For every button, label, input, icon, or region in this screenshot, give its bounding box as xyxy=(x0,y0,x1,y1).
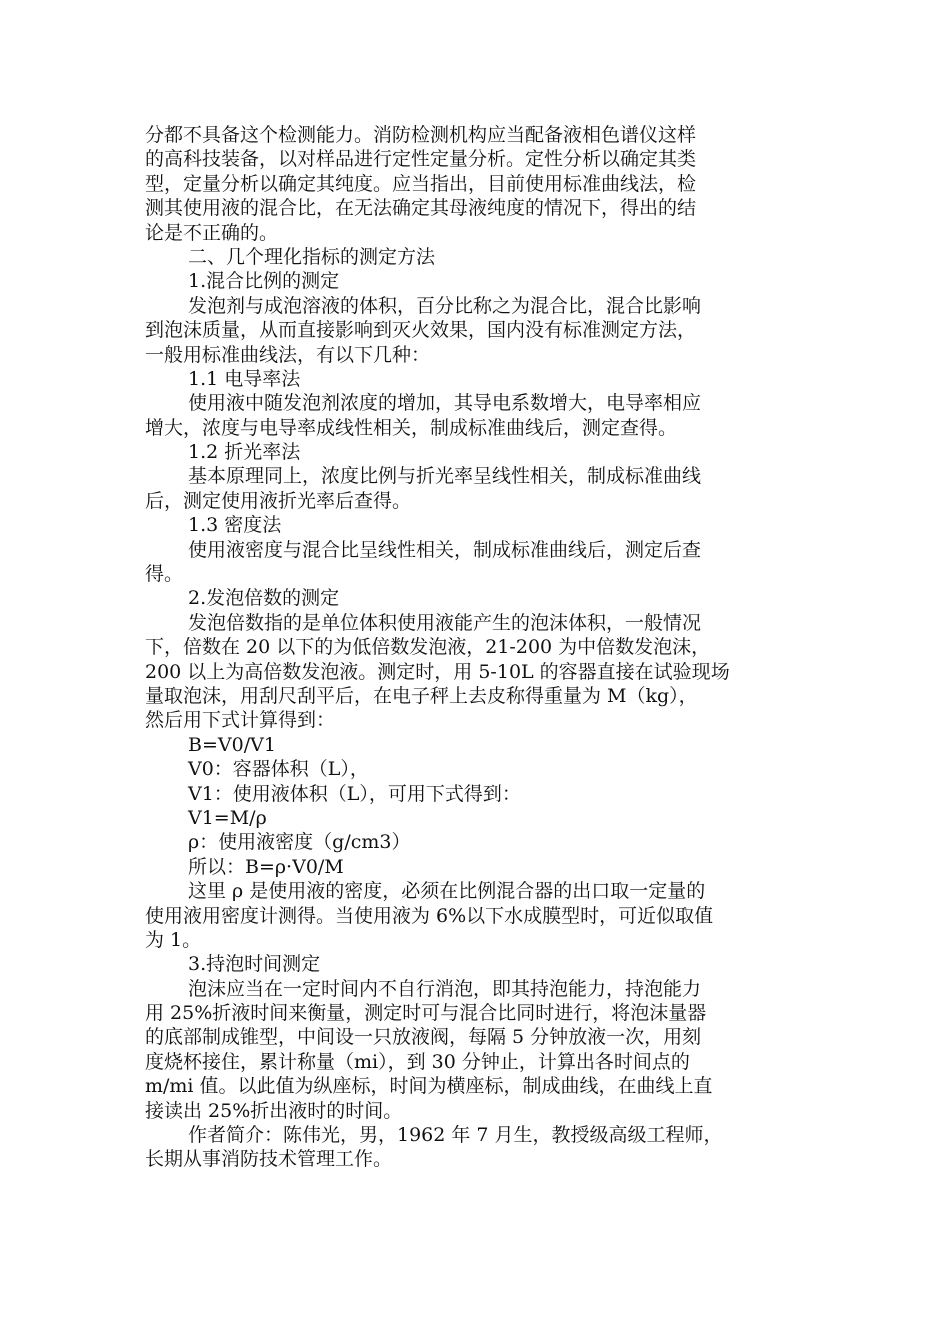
text-line: 用 25%折液时间来衡量，测定时可与混合比同时进行，将泡沫量器 xyxy=(145,1002,707,1025)
text-line: 泡沫应当在一定时间内不自行消泡，即其持泡能力，持泡能力 xyxy=(188,977,702,1000)
text-line: 使用液中随发泡剂浓度的增加，其导电系数增大，电导率相应 xyxy=(188,392,702,415)
text-line: 的高科技装备，以对样品进行定性定量分析。定性分析以确定其类 xyxy=(145,148,697,171)
text-line: 量取泡沫，用刮尺刮平后，在电子秤上去皮称得重量为 M（kg）， xyxy=(145,684,698,707)
text-line: 所以：B=ρ·V0/M xyxy=(188,855,344,878)
text-line: 这里 ρ 是使用液的密度，必须在比例混合器的出口取一定量的 xyxy=(188,880,706,903)
text-line: 分都不具备这个检测能力。消防检测机构应当配备液相色谱仪这样 xyxy=(145,124,697,146)
text-line: 1.3 密度法 xyxy=(188,514,282,537)
text-line: 到泡沫质量，从而直接影响到灭火效果，国内没有标准测定方法， xyxy=(145,319,697,342)
text-line: 基本原理同上，浓度比例与折光率呈线性相关，制成标准曲线 xyxy=(188,465,702,488)
text-line: B=V0/V1 xyxy=(188,733,276,756)
text-line: 度烧杯接住，累计称量（mi），到 30 分钟止，计算出各时间点的 xyxy=(145,1050,690,1073)
text-line: 1.混合比例的测定 xyxy=(188,270,340,293)
text-line: 为 1。 xyxy=(145,928,202,951)
text-line: V1：使用液体积（L），可用下式得到： xyxy=(188,782,521,805)
text-line: 3.持泡时间测定 xyxy=(188,953,321,976)
text-line: 二、几个理化指标的测定方法 xyxy=(188,245,436,268)
text-line: 长期从事消防技术管理工作。 xyxy=(145,1148,393,1171)
text-line: 一般用标准曲线法，有以下几种： xyxy=(145,343,431,366)
text-line: 使用液用密度计测得。当使用液为 6%以下水成膜型时，可近似取值 xyxy=(145,904,714,927)
text-line: 的底部制成锥型，中间设一只放液阀，每隔 5 分钟放液一次，用刻 xyxy=(145,1026,702,1049)
text-line: 200 以上为高倍数发泡液。测定时，用 5-10L 的容器直接在试验现场 xyxy=(145,660,730,683)
text-line: 1.1 电导率法 xyxy=(188,367,301,390)
text-line: 增大，浓度与电导率成线性相关，制成标准曲线后，测定查得。 xyxy=(145,416,678,439)
text-line: 使用液密度与混合比呈线性相关，制成标准曲线后，测定后查 xyxy=(188,538,702,561)
text-line: 2.发泡倍数的测定 xyxy=(188,587,340,610)
text-line: 然后用下式计算得到： xyxy=(145,709,336,732)
text-line: 1.2 折光率法 xyxy=(188,441,301,464)
document-body xyxy=(145,123,810,1172)
text-line: V0：容器体积（L）， xyxy=(188,758,369,781)
text-line: ρ：使用液密度（g/cm3） xyxy=(188,831,411,854)
text-line: 测其使用液的混合比，在无法确定其母液纯度的情况下，得出的结 xyxy=(145,197,697,220)
text-line: m/mi 值。以此值为纵座标，时间为横座标，制成曲线，在曲线上直 xyxy=(145,1075,713,1098)
text-line: 作者简介：陈伟光，男，1962 年 7 月生，教授级高级工程师， xyxy=(188,1124,723,1147)
text-line: 发泡倍数指的是单位体积使用液能产生的泡沫体积，一般情况 xyxy=(188,611,702,634)
text-line: 得。 xyxy=(145,563,184,586)
text-line: 论是不正确的。 xyxy=(145,221,279,244)
text-line: 下，倍数在 20 以下的为低倍数发泡液，21-200 为中倍数发泡沫， xyxy=(145,636,711,659)
text-line: 发泡剂与成泡溶液的体积，百分比称之为混合比，混合比影响 xyxy=(188,294,702,317)
text-line: 接读出 25%折出液时的时间。 xyxy=(145,1099,403,1122)
text-line: V1=M/ρ xyxy=(188,806,267,829)
text-line: 型，定量分析以确定其纯度。应当指出，目前使用标准曲线法，检 xyxy=(145,172,697,195)
text-line: 后，测定使用液折光率后查得。 xyxy=(145,489,412,512)
